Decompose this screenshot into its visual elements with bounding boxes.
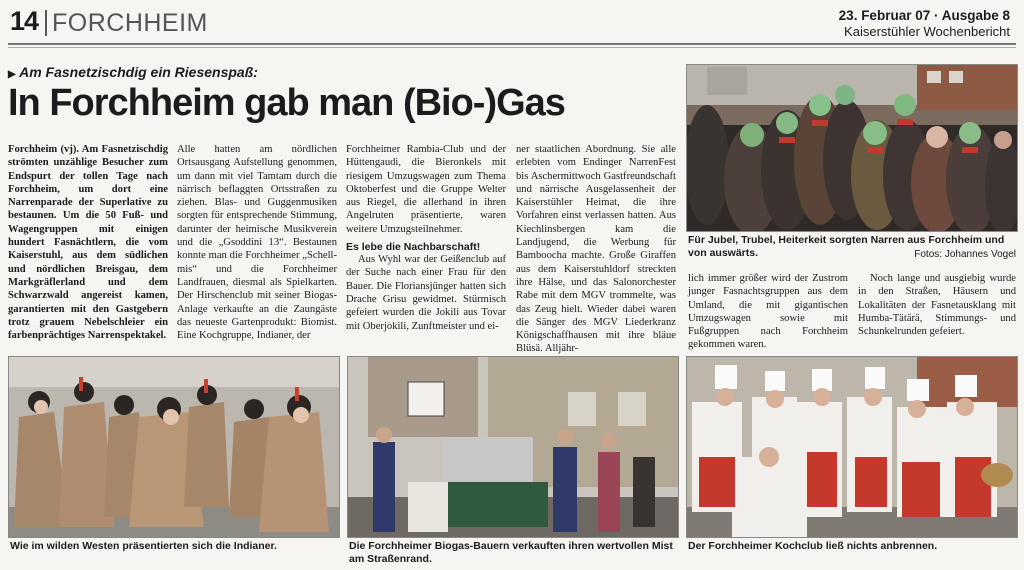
page-number: 14	[10, 6, 39, 36]
photo-indians-caption: Wie im wilden Westen präsentierten sich die Indianer.	[10, 540, 277, 552]
photo-jesters-caption: Für Jubel, Trubel, Heiterkeit sorgten Narren aus Forchheim und von auswärts.	[688, 234, 1005, 259]
play-triangle-icon: ▶	[8, 69, 16, 80]
article-column-3	[346, 143, 506, 333]
photo-jesters	[686, 64, 1018, 232]
article-column-3a: Forchheimer Rambia-Club und der Hüttengaudi, die Bieronkels mit riesigem Umzugswagen zum Thema Oktoberfest und die Gruppe Welter aus Riegel, die allerhand in ihren Angelruten präsentierte, waren weitere Umzugsteilnehmer.	[346, 144, 506, 235]
section-title: FORCHHEIM	[52, 9, 208, 37]
subheading: Es lebe die Nachbarschaft!	[346, 241, 481, 254]
article-column-4: ner staatlichen Abordnung. Sie alle erlebten vom Endinger NarrenFest bis Aschermittwoch Gastfreundschaft und närrische Ausgelassenheit der Kaiserstühler Heimat, die ihre Vorfahren einst verlassen hatten. Aus Kiechlinsbergen kam die Landjugend, die Werbung für Bamboocha machte. Große Giraffen aus dem Kaiserstuhldorf streckten ihre Hälse, und das Salonorchester Rabe mit dem MGV trommelte, was das Zeug hielt. Wieder dabei waren die Sänger des MGV Liederkranz Königschaffhausen mit ihre bläue Blüsä. Alljähr-	[516, 144, 676, 355]
photo-biogas-caption: Die Forchheimer Biogas-Bauern verkauften ihren wertvollen Mist am Straßenrand.	[349, 540, 673, 565]
photo-biogas	[347, 356, 679, 538]
article-column-3b: Aus Wyhl war der Geißenclub auf der Suche nach einer Frau für den Bauer. Die Floriansjünger hatten sich Drache Grisu gewidmet. Stürmisch gefeiert wurden die Jokili aus Tovar mit Oberjokili, Zunftmeister und ei-	[346, 254, 506, 332]
headline: In Forchheim gab man (Bio-)Gas	[8, 82, 565, 124]
publication-name: Kaiserstühler Wochenbericht	[844, 24, 1010, 39]
article-column-1: Forchheim (vj). Am Fasnetzischdig strömten unzählige Besucher zum Endspurt der tollen Tage nach Forchheim, um dort eine Narrenparade der Superlative zu bestaunen. Um die 50 Fuß- und Wagengruppen mit einigen hundert Fasnächtlern, die vom Kaiserstuhl, aus dem südlichen und nördlichen Breisgau, dem Markgräflerland und dem Schwarzwald angereist kamen, garantierten mit den Gastgebern trotz grauem Nebelschleier ein farbenprächtiges Narrenspektakel.	[8, 144, 168, 342]
header-rule-thin	[8, 47, 1016, 48]
photo-credit: Fotos: Johannes Vogel	[914, 249, 1016, 260]
photo-indians-image	[9, 357, 339, 537]
photo-cooks	[686, 356, 1018, 538]
kicker-text: Am Fasnetzischdig ein Riesenspaß:	[19, 64, 258, 80]
photo-cooks-image	[687, 357, 1017, 537]
issue-date: 23. Februar 07 · Ausgabe 8	[838, 8, 1010, 23]
photo-cooks-caption: Der Forchheimer Kochclub ließ nichts anbrennen.	[688, 540, 938, 552]
photo-jesters-image	[687, 65, 1017, 231]
article-column-6: Noch lange und ausgiebig wurde in den Straßen, Häusern und Lokalitäten der Fasnetausklang mit Humba-Tätärä, Stimmungs- und Schunkelrunden gefeiert.	[858, 273, 1016, 338]
header-rule	[8, 43, 1016, 45]
kicker	[8, 64, 258, 80]
article-column-2: Alle hatten am nördlichen Ortsausgang Aufstellung genommen, um dann mit viel Tamtam durch die närrisch beflaggten Ortsstraßen zu ziehen. Blas- und Guggenmusiken sorgten für entsprechende Stimmung, darunter der heimische Musikverein und die „Gsoddini 13“. Bestaunen konnte man die Forchheimer „Schell-mis“ und die Forchheimer Landfrauen, diesmal als Spielkarten. Der Hirschenclub mit seiner Biogas-Anlage verkaufte an die Zaungäste das neueste Gartenprodukt: Biomist. Eine Kochgruppe, Indianer, der	[177, 144, 337, 342]
photo-indians	[8, 356, 340, 538]
header-divider	[45, 10, 47, 36]
article-column-5: lich immer größer wird der Zustrom junger Fasnachtsgruppen aus dem Umland, die mit gigantischen Umzugswagen sowie mit Fußgruppen nach Forchheim gekommen waren.	[688, 273, 848, 351]
photo-biogas-image	[348, 357, 678, 537]
